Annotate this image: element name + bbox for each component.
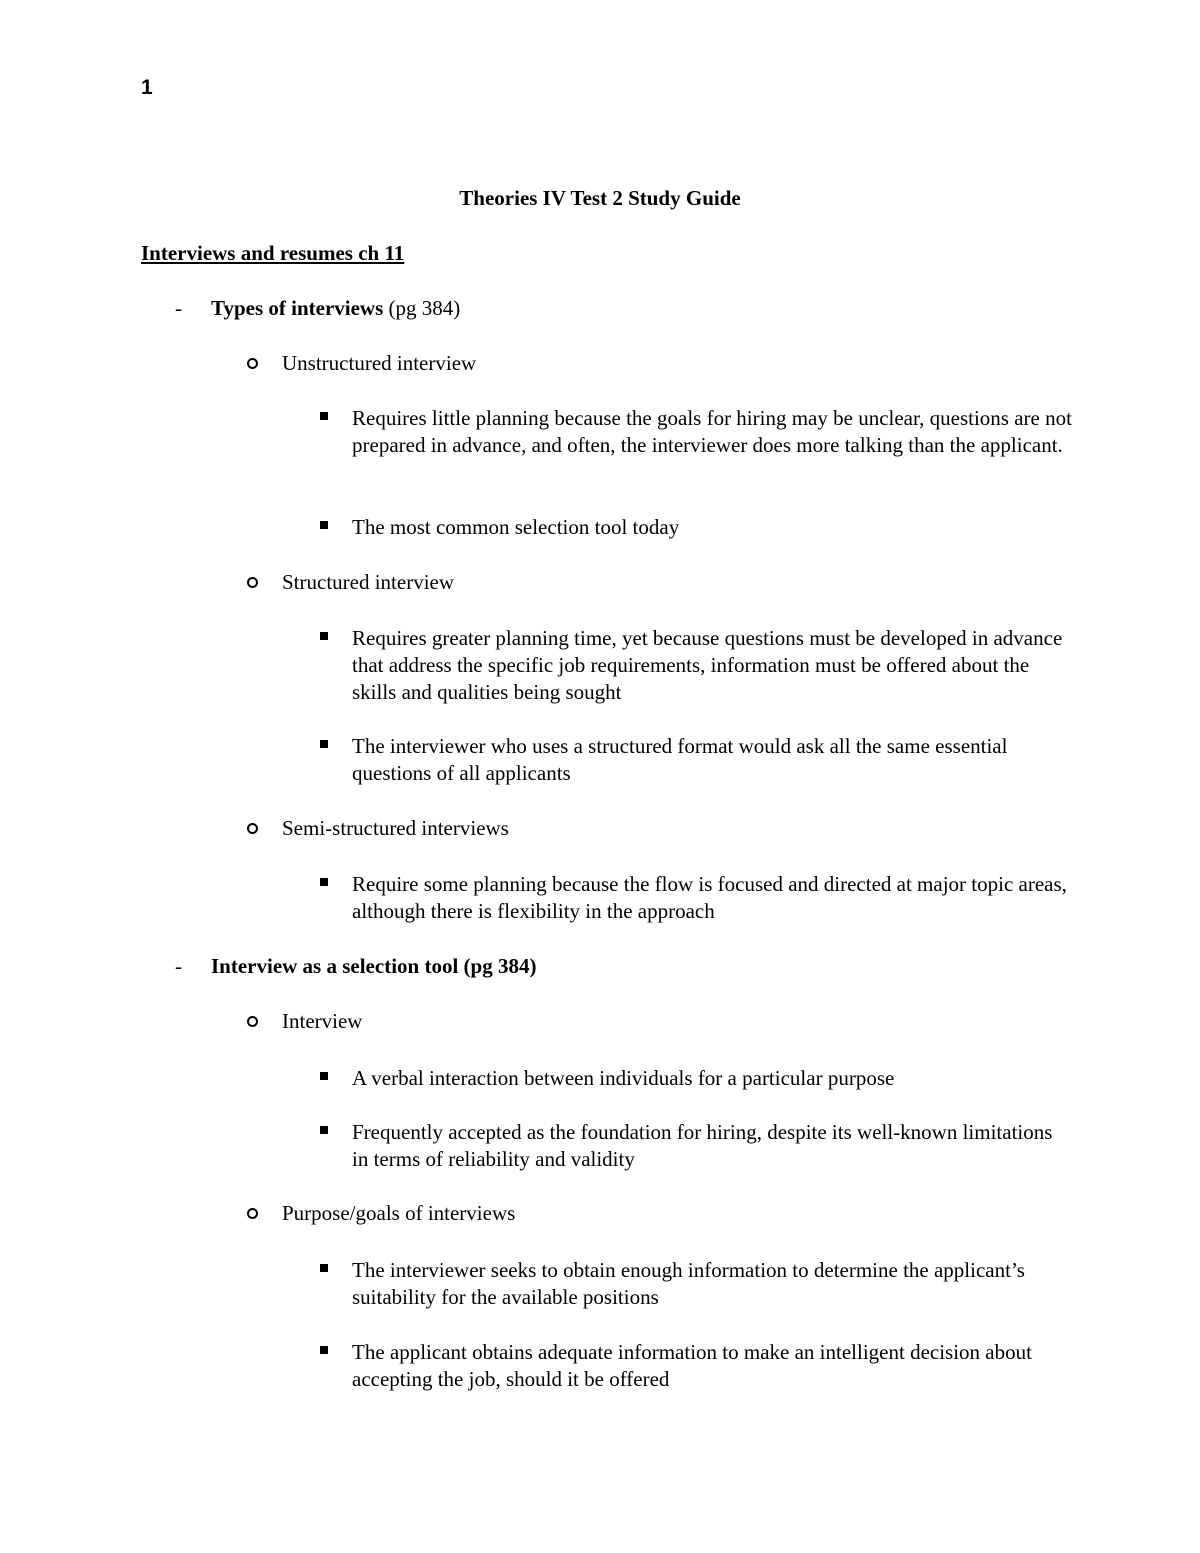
circle-bullet-icon	[247, 1016, 258, 1027]
page-number: 1	[141, 76, 153, 99]
point-item	[352, 1339, 1072, 1393]
square-bullet-icon	[320, 740, 328, 748]
topic-interview-as-selection-tool	[175, 953, 1071, 980]
point-item	[352, 1257, 1072, 1311]
square-bullet-icon	[320, 1264, 328, 1272]
square-bullet-icon	[320, 1072, 328, 1080]
point-text: The most common selection tool today	[352, 515, 680, 539]
point-text: Requires little planning because the goals for hiring may be unclear, questions are not prepared in advance, and often, the interviewer does more talking than the applicant.	[352, 406, 1072, 457]
section-heading: Interviews and resumes ch 11	[141, 241, 405, 265]
circle-bullet-icon	[247, 358, 258, 369]
point-item	[352, 871, 1072, 925]
square-bullet-icon	[320, 1126, 328, 1134]
subtopic-label: Structured interview	[282, 570, 455, 594]
point-item	[352, 514, 1072, 541]
dash-bullet: -	[175, 296, 182, 320]
document-title: Theories IV Test 2 Study Guide	[459, 186, 741, 210]
point-text: The interviewer seeks to obtain enough information to determine the applicant’s suitability for the available positions	[352, 1258, 1025, 1309]
circle-bullet-icon	[247, 823, 258, 834]
subtopic-label: Purpose/goals of interviews	[282, 1201, 516, 1225]
subtopic-item	[282, 569, 1082, 596]
point-text: The interviewer who uses a structured format would ask all the same essential questions of all applicants	[352, 734, 1008, 785]
square-bullet-icon	[320, 878, 328, 886]
point-item	[352, 733, 1072, 787]
point-text: Requires greater planning time, yet because questions must be developed in advance that address the specific job requirements, information must be offered about the skills and qualities being sought	[352, 626, 1063, 704]
point-item	[352, 1065, 1072, 1092]
subtopic-label: Unstructured interview	[282, 351, 477, 375]
point-item	[352, 625, 1072, 706]
circle-bullet-icon	[247, 1208, 258, 1219]
topic-label-page-ref: (pg 384)	[383, 296, 461, 320]
topic-label-bold: Types of interviews	[211, 296, 384, 320]
subtopic-label: Semi-structured interviews	[282, 816, 509, 840]
point-item	[352, 1119, 1072, 1173]
point-text: A verbal interaction between individuals for a particular purpose	[352, 1066, 895, 1090]
dash-bullet: -	[175, 954, 182, 978]
subtopic-label: Interview	[282, 1009, 363, 1033]
point-text: Require some planning because the flow is focused and directed at major topic areas, although there is flexibility in the approach	[352, 872, 1067, 923]
topic-label-bold: Interview as a selection tool (pg 384)	[211, 954, 537, 978]
subtopic-item	[282, 1200, 1082, 1227]
point-text: The applicant obtains adequate information to make an intelligent decision about accepting the job, should it be offered	[352, 1340, 1032, 1391]
square-bullet-icon	[320, 521, 328, 529]
square-bullet-icon	[320, 412, 328, 420]
point-item	[352, 405, 1072, 459]
subtopic-item	[282, 815, 1082, 842]
subtopic-item	[282, 350, 1082, 377]
circle-bullet-icon	[247, 577, 258, 588]
square-bullet-icon	[320, 632, 328, 640]
point-text: Frequently accepted as the foundation for hiring, despite its well-known limitations in terms of reliability and validity	[352, 1120, 1053, 1171]
square-bullet-icon	[320, 1346, 328, 1354]
subtopic-item	[282, 1008, 1082, 1035]
topic-types-of-interviews	[175, 295, 1071, 322]
